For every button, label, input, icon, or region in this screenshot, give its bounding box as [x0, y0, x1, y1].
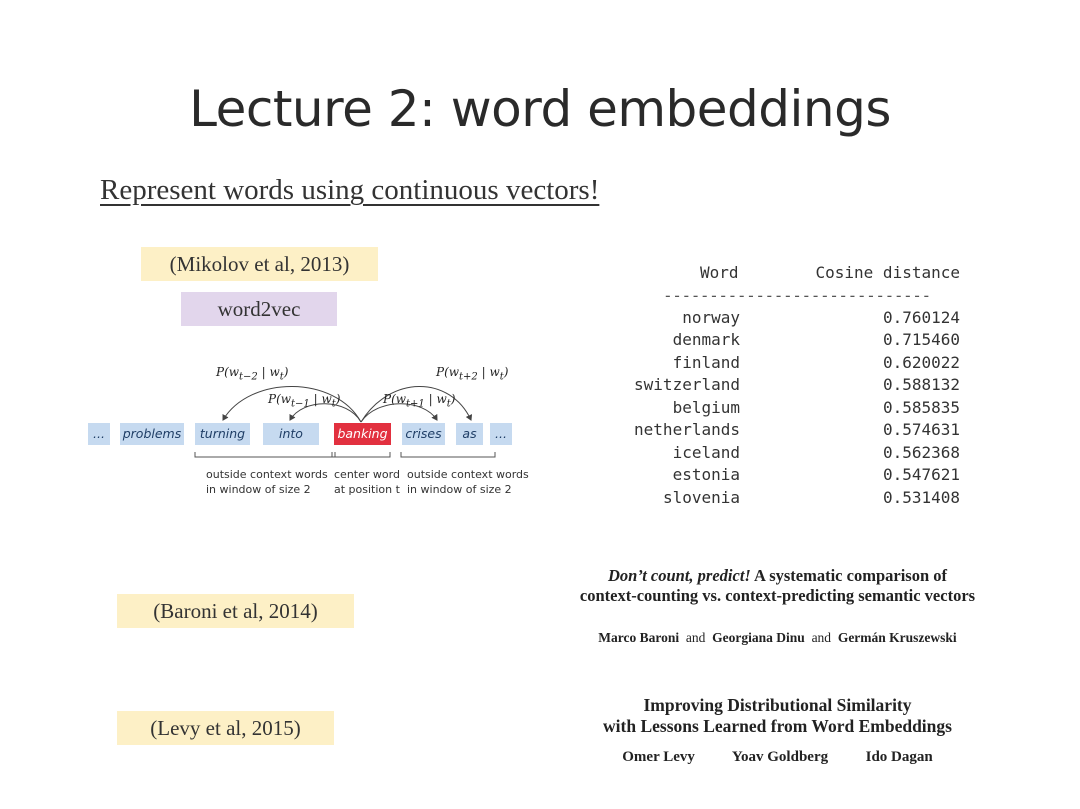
- table-separator: -----------------------------: [663, 285, 931, 305]
- row-word: estonia: [672, 465, 740, 484]
- token-into: into: [263, 423, 319, 445]
- token-banking: banking: [334, 423, 391, 445]
- table-row: [628, 487, 960, 510]
- row-distance: 0.620022: [882, 352, 960, 372]
- paper-baroni-title: Don’t count, predict! A systematic comparison of context-counting vs. context-predicting semantic vectors: [579, 566, 976, 605]
- row-distance: 0.547621: [882, 465, 960, 484]
- row-word: norway: [682, 307, 740, 327]
- slide-subtitle: Represent words using continuous vectors!: [100, 174, 600, 206]
- row-word: slovenia: [662, 487, 740, 507]
- caption-center-word: center word at position t: [334, 468, 400, 496]
- table-row: [628, 419, 960, 442]
- citation-mikolov: (Mikolov et al, 2013): [141, 247, 378, 281]
- paper-levy-title: Improving Distributional Similarity with Lessons Learned from Word Embeddings: [603, 695, 952, 736]
- word2vec-diagram: [85, 360, 535, 510]
- token-ellipsis-right: ...: [490, 423, 512, 445]
- row-distance: 0.760124: [882, 307, 960, 327]
- citation-baroni: (Baroni et al, 2014): [117, 594, 354, 628]
- brace-center: [335, 452, 390, 457]
- table-row: [628, 374, 960, 397]
- caption-left-context: outside context words in window of size 2: [206, 468, 328, 496]
- row-word: netherlands: [634, 420, 740, 439]
- paper-levy-authors: Omer Levy Yoav Goldberg Ido Dagan: [622, 749, 933, 765]
- brace-left: [195, 452, 390, 457]
- row-word: belgium: [672, 397, 740, 417]
- col-word-header: Word: [700, 263, 739, 282]
- word2vec-badge: word2vec: [181, 292, 337, 326]
- token-problems: problems: [120, 423, 184, 445]
- row-word: denmark: [672, 330, 740, 349]
- row-distance: 0.715460: [882, 330, 960, 349]
- token-turning: turning: [195, 423, 250, 445]
- table-row: [628, 442, 960, 465]
- col-distance-header: Cosine distance: [815, 263, 960, 282]
- row-distance: 0.531408: [882, 487, 960, 507]
- caption-right-context: outside context words in window of size 2: [407, 468, 529, 496]
- token-crises: crises: [402, 423, 445, 445]
- paper-baroni-authors: Marco Baroni and Georgiana Dinu and Germán Kruszewski: [598, 630, 957, 645]
- row-distance: 0.588132: [882, 375, 960, 394]
- slide-title: Lecture 2: word embeddings: [189, 80, 891, 138]
- row-word: finland: [672, 352, 740, 372]
- brace-right: [401, 452, 495, 457]
- token-as: as: [456, 423, 483, 445]
- table-row: [628, 352, 960, 375]
- table-row: [628, 329, 960, 352]
- row-distance: 0.585835: [882, 397, 960, 417]
- table-row: [628, 307, 960, 330]
- cosine-distance-table: [628, 262, 960, 509]
- prob-t-plus-2: $P(w_{t+2}$ | $w_t$): [436, 365, 509, 383]
- table-row: [628, 397, 960, 420]
- citation-levy: (Levy et al, 2015): [117, 711, 334, 745]
- table-row: [628, 464, 960, 487]
- row-word: switzerland: [634, 375, 740, 394]
- prob-t-plus-1: $P(w_{t+1}$ | $w_t$): [383, 392, 456, 410]
- table-header: [628, 262, 960, 285]
- prob-t-minus-2: $P(w_{t-2}$ | $w_t$): [216, 365, 289, 383]
- token-ellipsis-left: ...: [88, 423, 110, 445]
- row-distance: 0.562368: [882, 442, 960, 462]
- row-distance: 0.574631: [882, 420, 960, 439]
- prob-t-minus-1: $P(w_{t-1}$ | $w_t$): [268, 392, 341, 410]
- row-word: iceland: [672, 442, 740, 462]
